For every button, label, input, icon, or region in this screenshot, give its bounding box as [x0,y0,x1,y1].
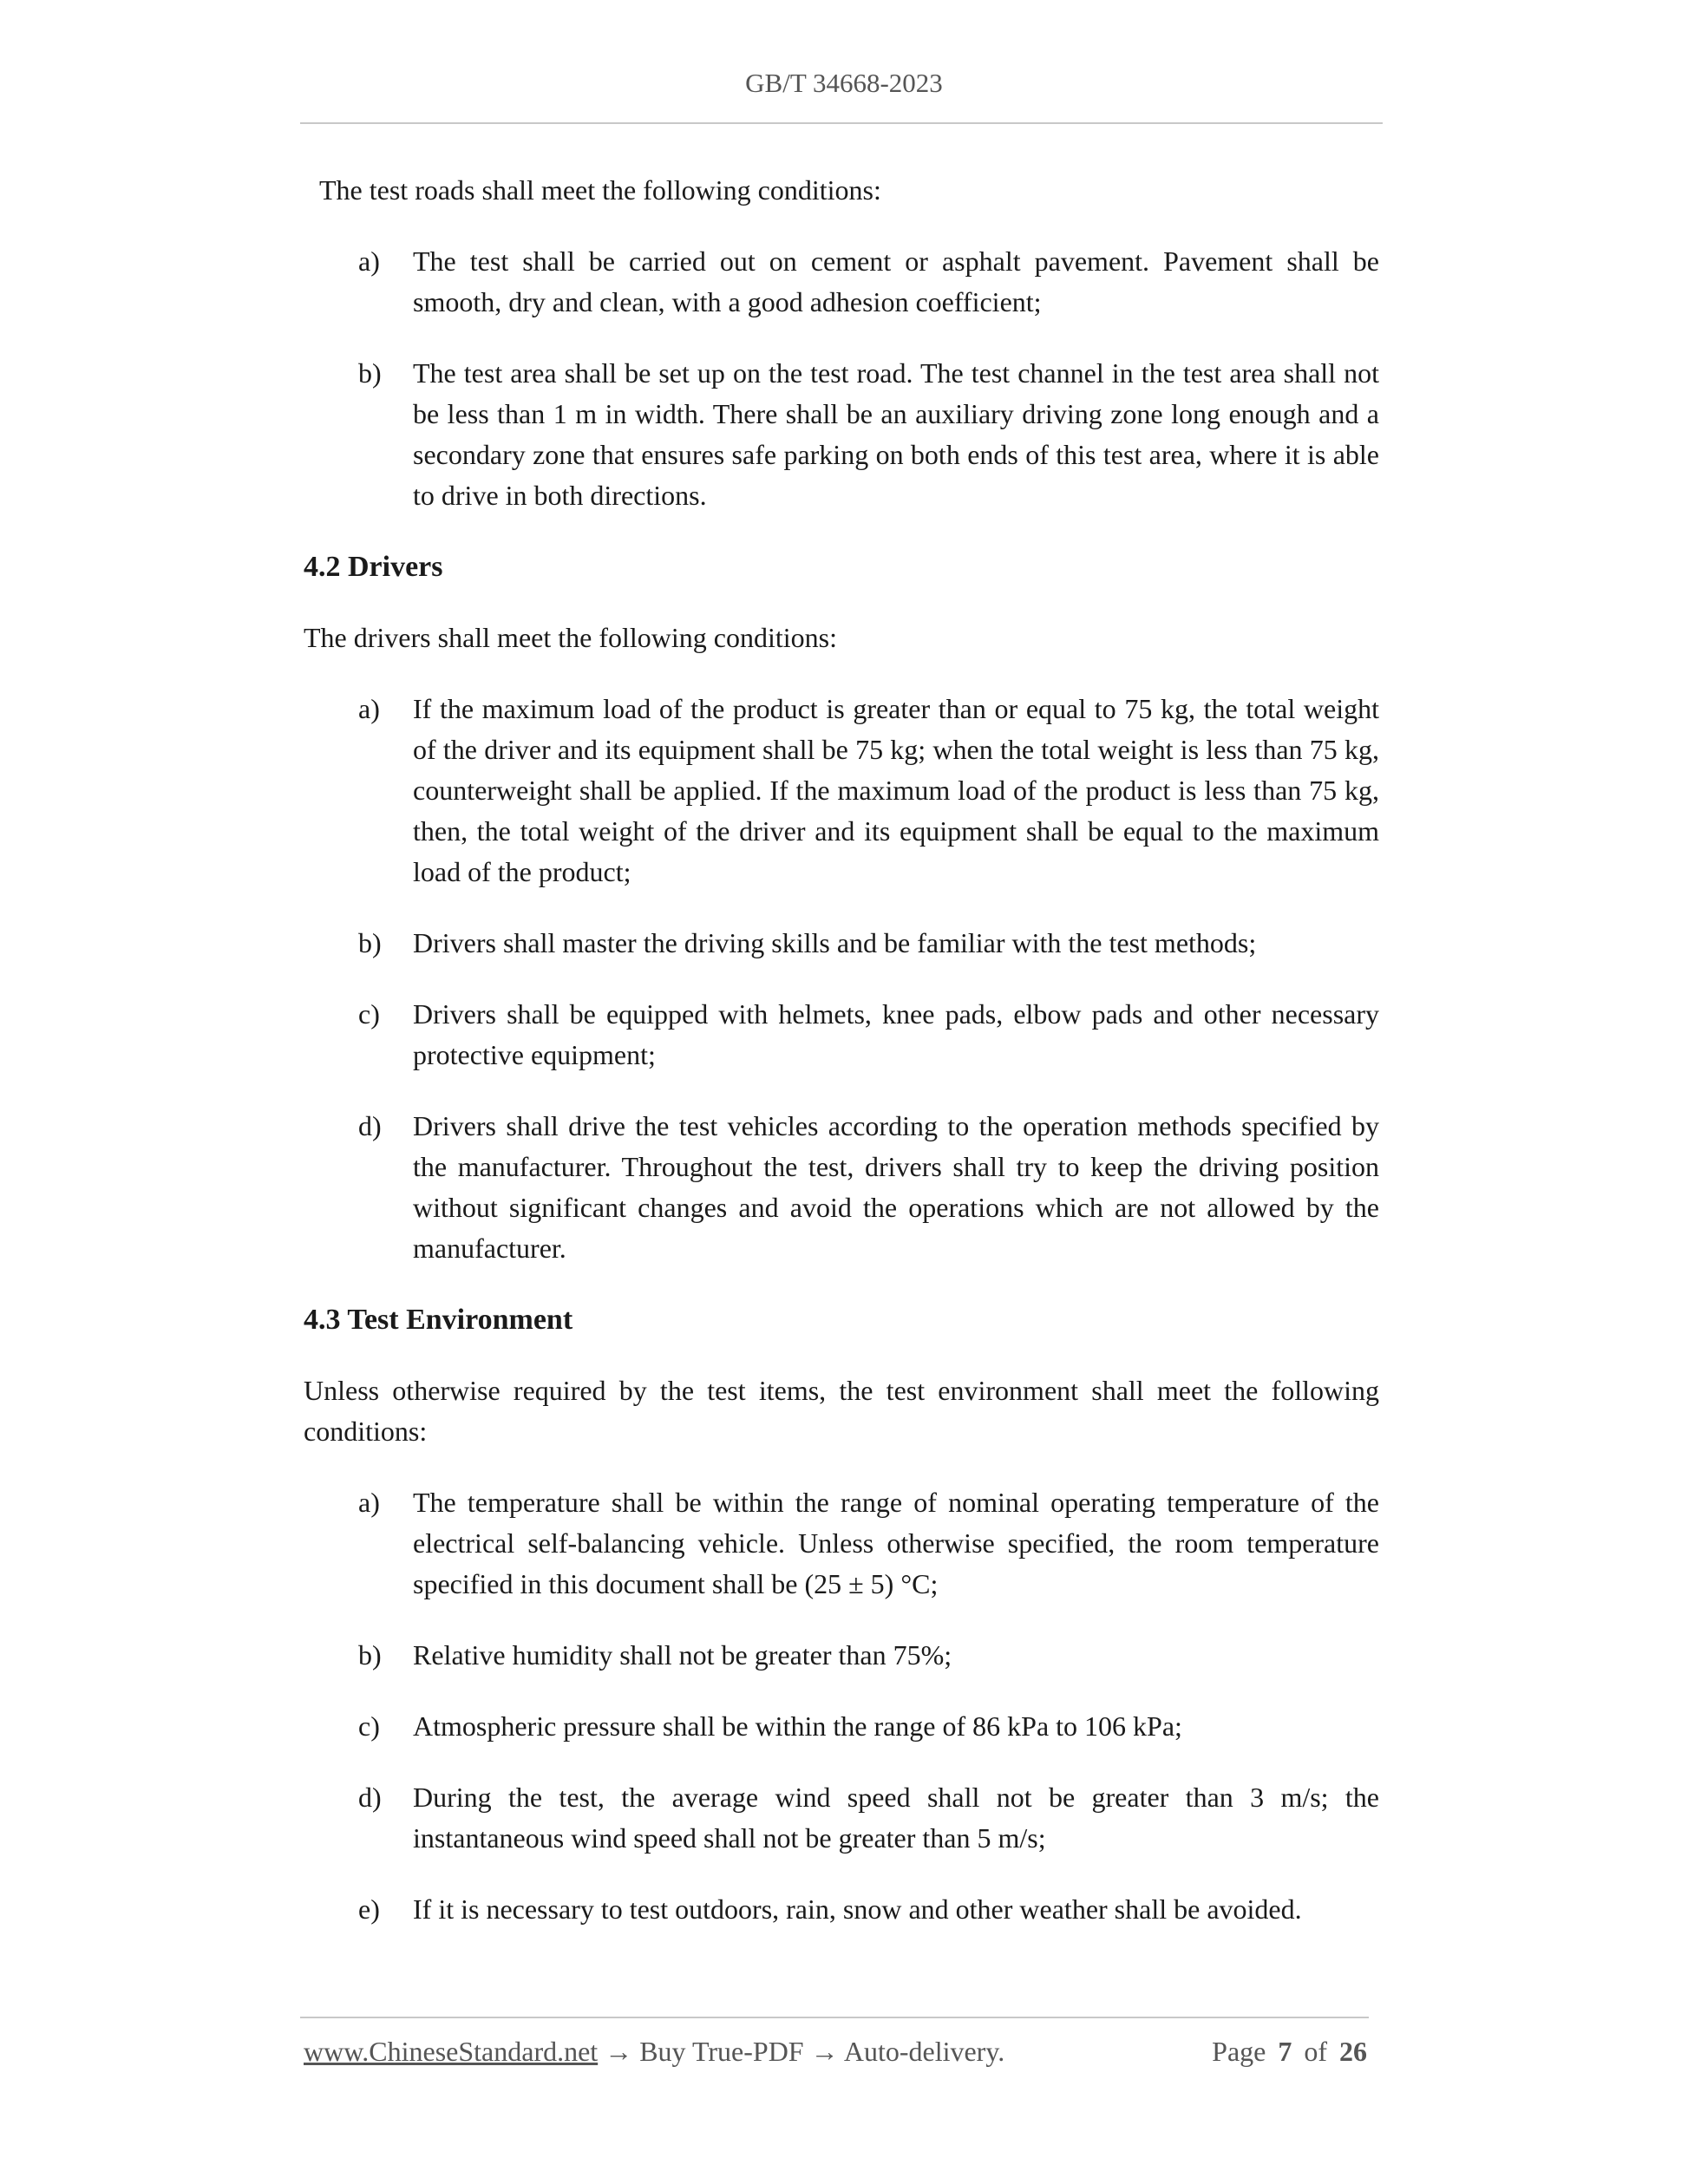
of-label: of [1304,2036,1327,2067]
footer-promo-text: → Buy True-PDF → Auto-delivery. [598,2036,1005,2067]
list-marker: c) [358,1710,380,1742]
list-marker: e) [358,1893,380,1925]
document-body [304,170,1379,1960]
drivers-intro: The drivers shall meet the following conditions: [304,622,837,653]
list-item [304,241,1379,323]
list-item [304,1635,1379,1676]
total-page-number: 26 [1339,2036,1367,2067]
list-item-text: Drivers shall drive the test vehicles according to the operation methods specified by the manufacturer. Throughout the test, drivers shall try to keep the driving position without significant changes and avoid the operations which are not allowed by the manufacturer. [413,1110,1379,1264]
list-marker: a) [358,693,380,724]
list-item-text: The test shall be carried out on cement or asphalt pavement. Pavement shall be smooth, dry and clean, with a good adhesion coefficient; [413,245,1379,317]
list-item-text: If it is necessary to test outdoors, rain, snow and other weather shall be avoided. [413,1893,1302,1925]
page-counter [1212,2036,1367,2068]
list-marker: b) [358,1639,382,1671]
list-item [304,994,1379,1076]
list-item-text: Drivers shall be equipped with helmets, knee pads, elbow pads and other necessary protective equipment; [413,998,1379,1070]
page-label: Page [1212,2036,1266,2067]
list-item-text: Drivers shall master the driving skills and be familiar with the test methods; [413,927,1257,958]
list-item-text: During the test, the average wind speed shall not be greater than 3 m/s; the instantaneous wind speed shall not be greater than 5 m/s; [413,1782,1379,1854]
list-marker: d) [358,1110,382,1141]
list-item [304,1482,1379,1605]
drivers-conditions-list [304,689,1379,1269]
road-conditions-list [304,241,1379,516]
header-divider [300,122,1383,124]
list-item [304,689,1379,893]
list-marker: a) [358,1487,380,1518]
environment-intro: Unless otherwise required by the test items, the test environment shall meet the following conditions: [304,1375,1379,1447]
list-item [304,353,1379,516]
list-marker: a) [358,245,380,277]
list-item [304,1777,1379,1859]
list-item [304,1106,1379,1269]
page-header-title: GB/T 34668-2023 [745,68,943,98]
list-item-text: If the maximum load of the product is greater than or equal to 75 kg, the total weight of the driver and its equipment shall be 75 kg; when the total weight is less than 75 kg, counterweight shall be applied. If the maximum load of the product is less than 75 kg, then, the total weight of the driver and its equipment shall be equal to the maximum load of the product; [413,693,1379,887]
list-item-text: The temperature shall be within the range of nominal operating temperature of the electrical self-balancing vehicle. Unless otherwise specified, the room temperature specified in this document shall be (25 ± 5) °C; [413,1487,1379,1599]
list-item-text: The test area shall be set up on the test road. The test channel in the test area shall not be less than 1 m in width. There shall be an auxiliary driving zone long enough and a secondary zone that ensures safe parking on both ends of this test area, where it is able to drive in both directions. [413,357,1379,511]
environment-conditions-list [304,1482,1379,1930]
list-item [304,1706,1379,1747]
section-heading-test-environment: 4.3 Test Environment [304,1304,573,1336]
section-heading-drivers: 4.2 Drivers [304,551,443,583]
list-marker: d) [358,1782,382,1813]
footer-promo [304,2036,1004,2068]
list-marker: b) [358,927,382,958]
list-marker: b) [358,357,382,389]
list-item [304,1889,1379,1930]
footer-divider [300,2017,1369,2018]
list-item-text: Relative humidity shall not be greater than 75%; [413,1639,952,1671]
list-marker: c) [358,998,380,1030]
website-link[interactable]: www.ChineseStandard.net [304,2036,599,2067]
list-item-text: Atmospheric pressure shall be within the range of 86 kPa to 106 kPa; [413,1710,1182,1742]
road-conditions-intro: The test roads shall meet the following conditions: [319,174,881,206]
current-page-number: 7 [1278,2036,1292,2067]
list-item [304,923,1379,964]
